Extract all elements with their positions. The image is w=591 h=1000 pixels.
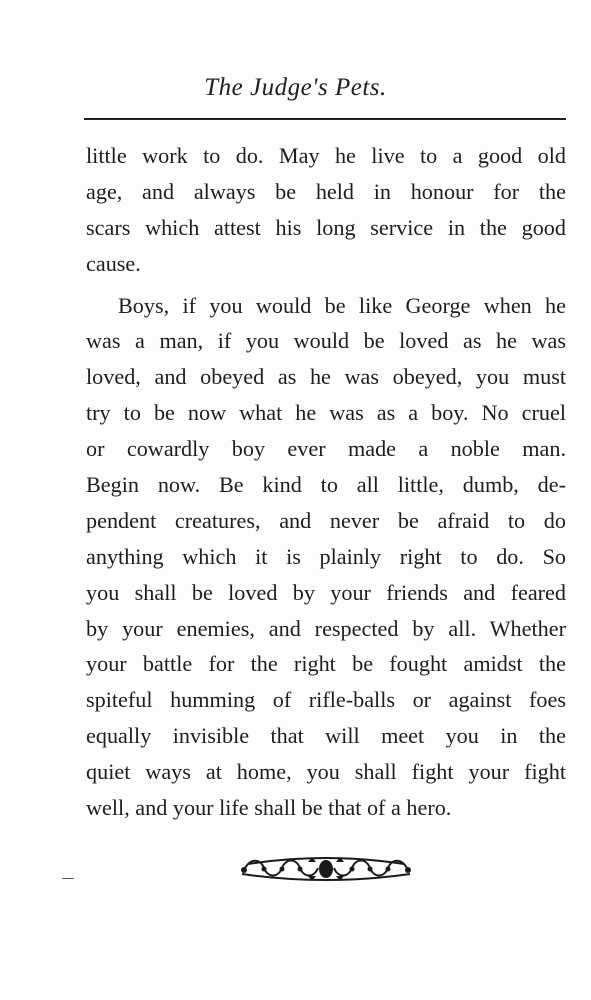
- text-line: scars which attest his long service in the good: [86, 214, 566, 240]
- header-rule: [84, 118, 566, 120]
- running-title: The Judge's Pets.: [204, 74, 387, 101]
- text-line: well, and your life shall be that of a hero.: [86, 795, 452, 821]
- text-line: cause.: [86, 250, 141, 276]
- tailpiece-ornament-icon: [238, 852, 414, 886]
- paragraph-1: [86, 138, 566, 282]
- text-line: little work to do. May he live to a good old: [86, 143, 566, 168]
- text-line: age, and always be held in honour for the: [86, 178, 566, 204]
- text-line: your battle for the right be fought amidst the: [86, 651, 566, 677]
- body-text: [86, 138, 566, 826]
- text-line: anything which it is plainly right to do. So: [86, 543, 566, 569]
- text-line: equally invisible that will meet you in the: [86, 723, 566, 749]
- text-line: try to be now what he was as a boy. No cruel: [86, 400, 566, 426]
- text-line: or cowardly boy ever made a noble man.: [86, 436, 566, 462]
- text-line: Begin now. Be kind to all little, dumb, de-: [86, 472, 566, 498]
- text-line: by your enemies, and respected by all. Whether: [86, 615, 566, 641]
- text-line: pendent creatures, and never be afraid to do: [86, 507, 566, 533]
- text-line: quiet ways at home, you shall fight your fight: [86, 759, 566, 785]
- text-line: Boys, if you would be like George when he: [118, 292, 566, 318]
- text-line: loved, and obeyed as he was obeyed, you must: [86, 364, 566, 390]
- stray-mark: [62, 878, 74, 879]
- paragraph-2: [86, 288, 566, 826]
- text-line: was a man, if you would be loved as he was: [86, 328, 566, 354]
- text-line: spiteful humming of rifle-balls or against foes: [86, 687, 566, 713]
- text-line: you shall be loved by your friends and feared: [86, 579, 566, 605]
